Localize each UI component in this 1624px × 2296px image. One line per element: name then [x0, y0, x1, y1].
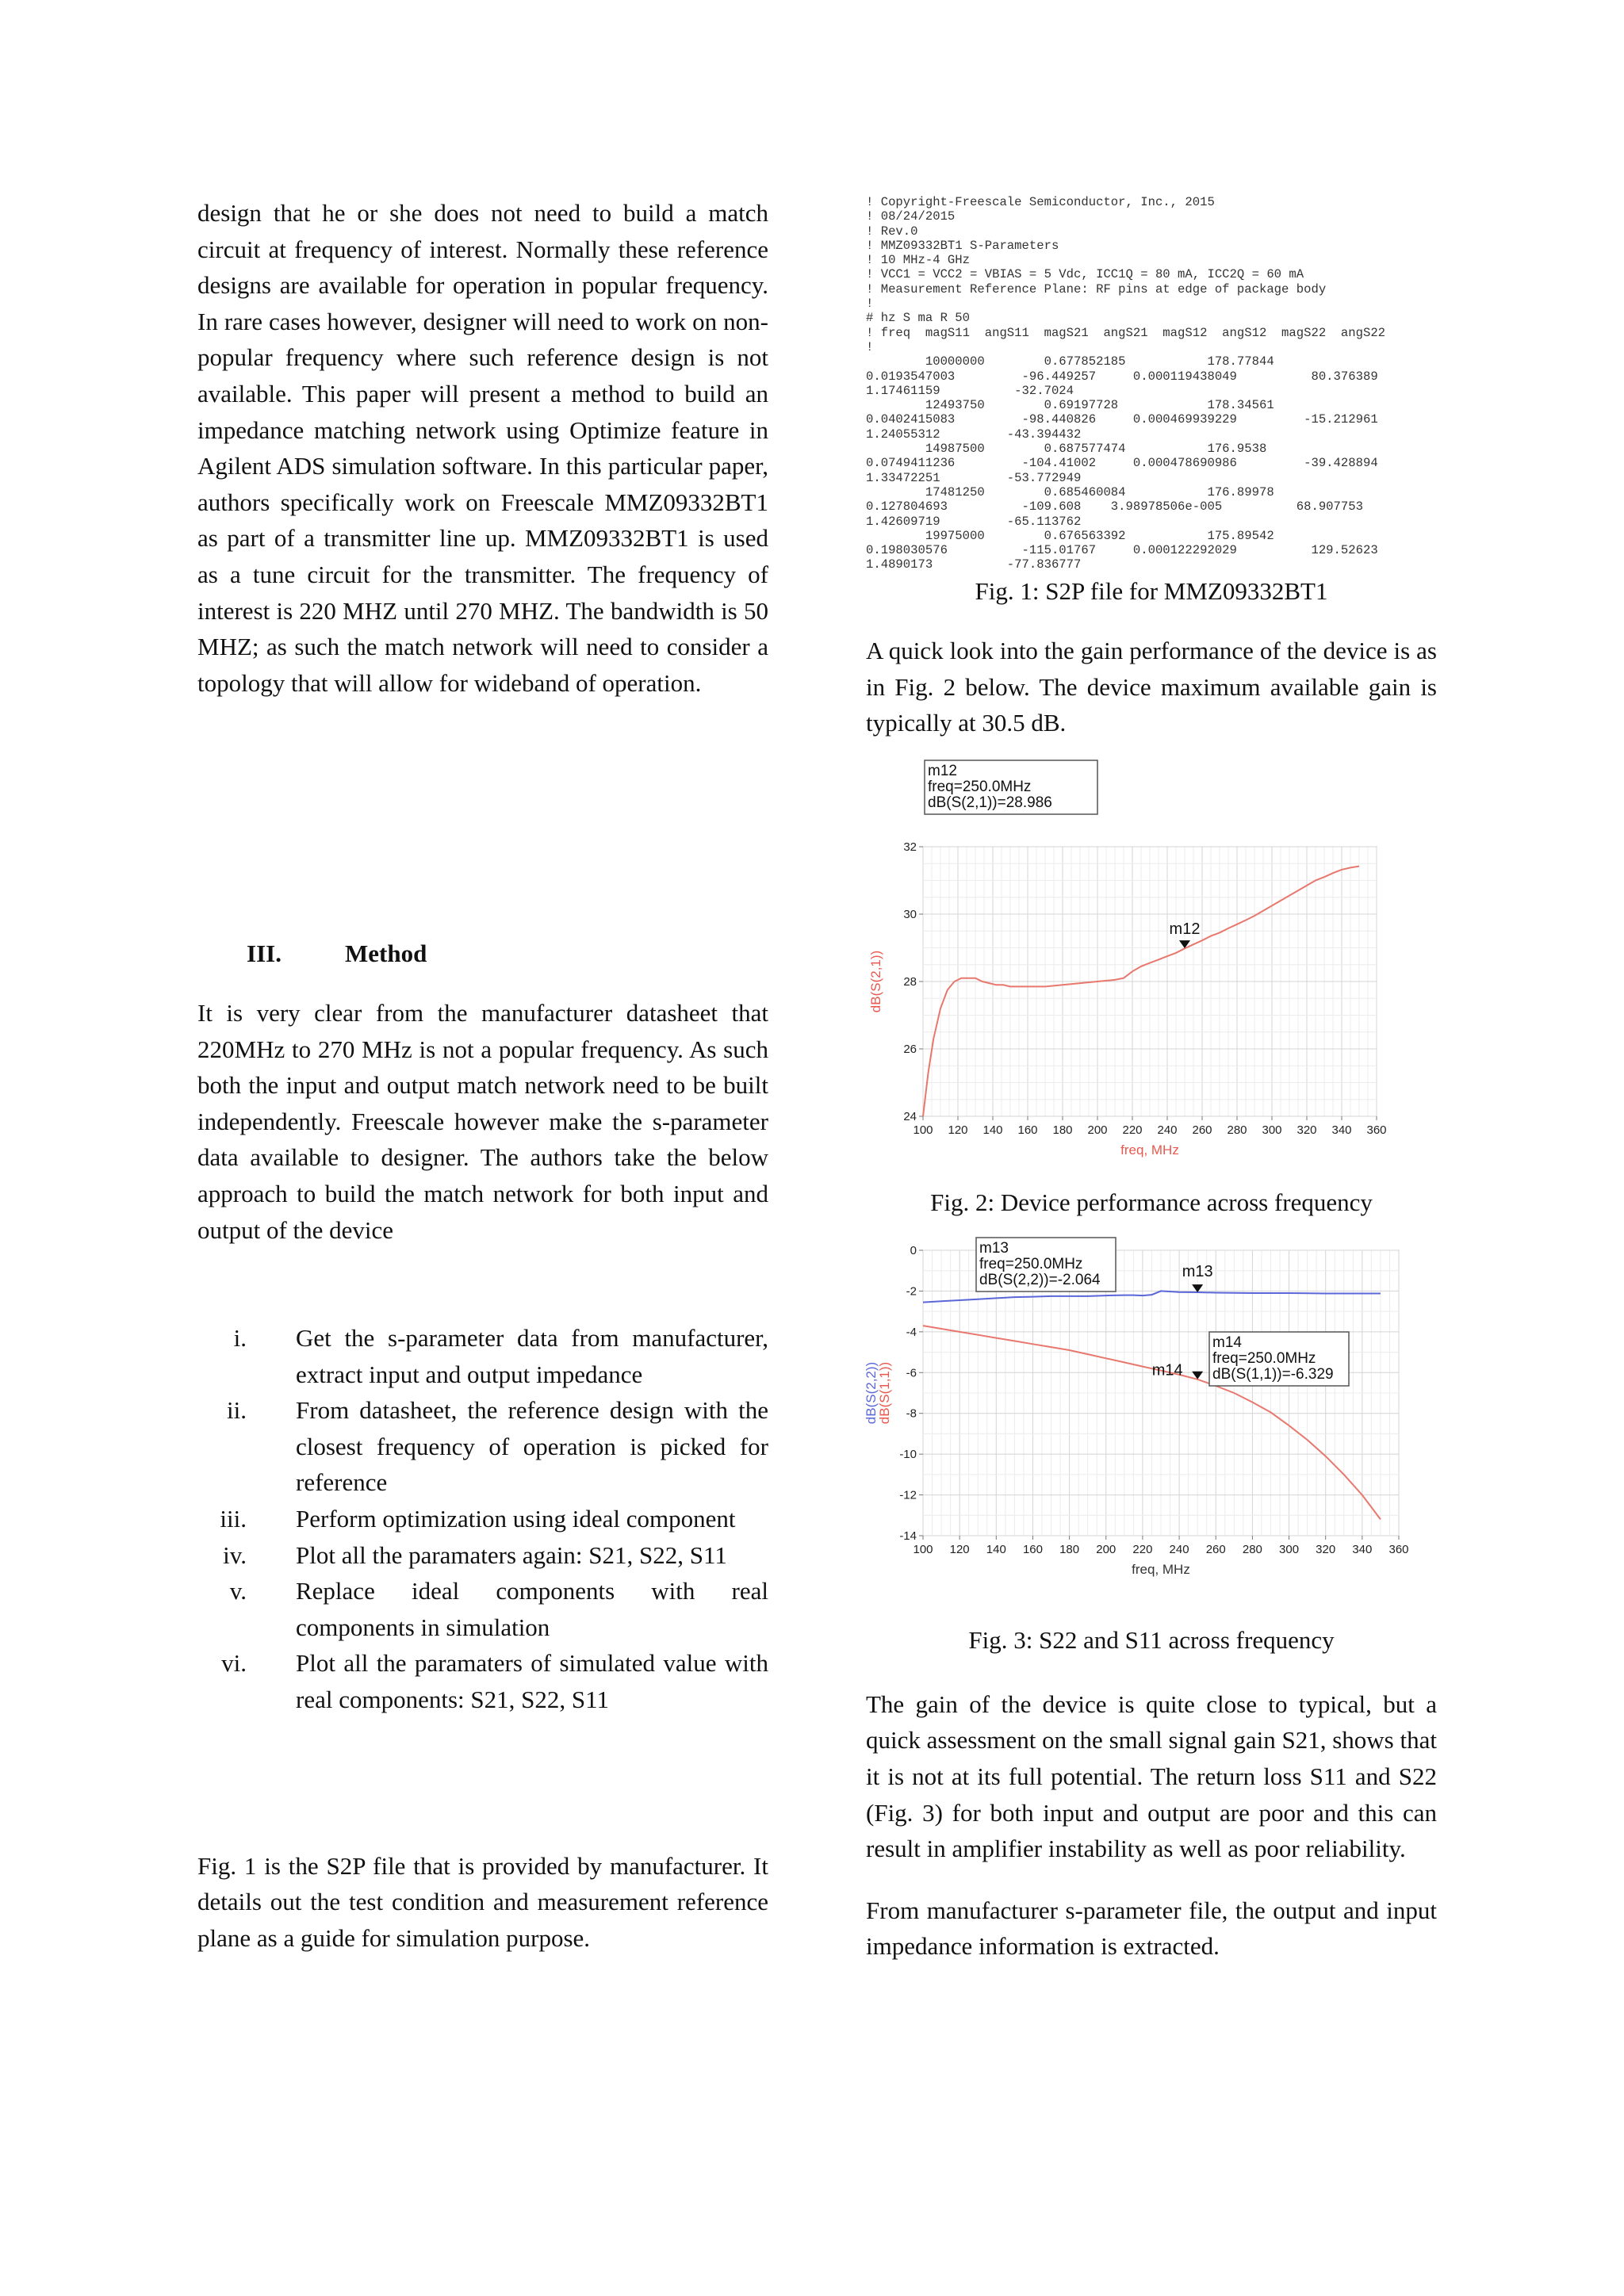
list-item: [197, 1501, 768, 1537]
list-item: [197, 1320, 768, 1392]
step-text: Plot all the paramaters of simulated value with real components: S21, S22, S11: [296, 1649, 768, 1713]
s2p-file-listing: ! Copyright-Freescale Semiconductor, Inc., 2015 ! 08/24/2015 ! Rev.0 ! MMZ09332BT1 S-Parameters ! 10 MHz-4 GHz ! VCC1 = VCC2 = VBIAS = 5 Vdc, ICC1Q = 80 mA, ICC2Q = 60 mA ! Measurement Reference Plane: RF pins at edge of package body ! # hz S ma R 50 ! freq magS11 angS11 magS21 angS21 magS12 angS12 magS22 angS22 ! 10000000 0.677852185 178.77844 0.0193547003 -96.449257 0.000119438049 80.376389 1.17461159 -32.7024 12493750 0.69197728 178.34561 0.0402415083 -98.440826 0.000469939229 -15.212961 1.24055312 -43.394432 14987500 0.687577474 176.9538 0.0749411236 -104.41002 0.000478690986 -39.428894 1.33472251 -53.772949 17481250 0.685460084 176.89978 0.127804693 -109.608 3.98978506e-005 68.907753 1.42609719 -65.113762 19975000 0.676563392 175.89542 0.198030576 -115.01767 0.000122292029 129.52623 1.4890173 -77.836777: [866, 195, 1386, 572]
x-tick-label: 140: [986, 1542, 1006, 1556]
y-tick-label: -10: [899, 1447, 917, 1461]
y-axis-label: dB(S(2,1)): [868, 950, 883, 1012]
x-tick-label: 140: [982, 1123, 1003, 1137]
x-tick-label: 300: [1262, 1123, 1282, 1137]
method-steps-list: [197, 1320, 768, 1718]
marker-label: m14: [1151, 1361, 1183, 1380]
y-tick-label: -6: [906, 1366, 917, 1380]
step-text: Replace ideal components with real components in simulation: [296, 1577, 768, 1641]
x-tick-label: 160: [1017, 1123, 1038, 1137]
x-tick-label: 180: [1059, 1542, 1080, 1556]
y-axis-label: dB(S(1,1)): [877, 1361, 892, 1424]
y-tick-label: 0: [910, 1243, 917, 1257]
marker-readout-line: freq=250.0MHz: [979, 1255, 1083, 1272]
paragraph-impedance: From manufacturer s-parameter file, the output and input impedance information is extracted.: [866, 1896, 1437, 1961]
fig2-gain-chart: [866, 756, 1437, 1187]
step-number: ii.: [227, 1396, 247, 1425]
fig2-caption: Fig. 2: Device performance across frequency: [930, 1188, 1373, 1216]
y-tick-label: 28: [903, 974, 917, 989]
x-tick-label: 120: [948, 1123, 968, 1137]
x-tick-label: 320: [1316, 1542, 1336, 1556]
fig3-caption: Fig. 3: S22 and S11 across frequency: [968, 1625, 1335, 1654]
x-tick-label: 240: [1169, 1542, 1189, 1556]
y-tick-label: 32: [903, 840, 917, 854]
list-item: [197, 1645, 768, 1717]
step-text: Get the s-parameter data from manufacturer, extract input and output impedance: [296, 1324, 768, 1388]
fig1-caption: Fig. 1: S2P file for MMZ09332BT1: [975, 577, 1328, 605]
marker-readout-line: freq=250.0MHz: [1212, 1349, 1316, 1367]
y-tick-label: 26: [903, 1042, 917, 1056]
right-column: [866, 195, 1437, 1965]
list-item: [197, 1537, 768, 1574]
x-tick-label: 340: [1331, 1123, 1352, 1137]
y-tick-label: -4: [906, 1325, 917, 1339]
paragraph-fig1-reference: Fig. 1 is the S2P file that is provided by manufacturer. It details out the test condition and measurement reference plane as a guide for simulation purpose.: [197, 1851, 768, 1952]
y-tick-label: 30: [903, 907, 917, 921]
list-item: [197, 1573, 768, 1645]
marker-readout-line: m13: [979, 1239, 1009, 1257]
marker-label: m12: [1169, 920, 1201, 938]
x-tick-label: 220: [1122, 1123, 1143, 1137]
section-heading-method: [197, 936, 768, 971]
y-axis-label: dB(S(2,2)): [864, 1361, 879, 1424]
step-number: iii.: [220, 1504, 247, 1533]
x-tick-label: 360: [1366, 1123, 1387, 1137]
x-tick-label: 200: [1096, 1542, 1116, 1556]
y-tick-label: 24: [903, 1109, 917, 1123]
x-axis-label: freq, MHz: [1132, 1561, 1190, 1577]
x-tick-label: 320: [1297, 1123, 1317, 1137]
y-tick-label: -14: [899, 1529, 917, 1543]
step-text: From datasheet, the reference design with the closest frequency of operation is picked for reference: [296, 1396, 768, 1497]
x-tick-label: 240: [1157, 1123, 1178, 1137]
x-tick-label: 120: [949, 1542, 970, 1556]
x-tick-label: 260: [1192, 1123, 1212, 1137]
x-tick-label: 220: [1132, 1542, 1153, 1556]
x-axis-label: freq, MHz: [1120, 1142, 1179, 1158]
marker-readout-line: dB(S(1,1))=-6.329: [1212, 1365, 1334, 1383]
marker-readout-line: dB(S(2,1))=28.986: [928, 794, 1052, 811]
marker-label: m13: [1182, 1262, 1213, 1280]
x-tick-label: 340: [1352, 1542, 1373, 1556]
step-number: iv.: [223, 1540, 247, 1569]
paragraph-method: It is very clear from the manufacturer datasheet that 220MHz to 270 MHz is not a popular frequency. As such both the input and output match network need to be built independently. Freescale however make the s-parameter data available to designer. The authors take the below approach to build the match network for both input and output of the device: [197, 999, 768, 1244]
step-number: vi.: [221, 1649, 247, 1678]
y-tick-label: -8: [906, 1406, 917, 1421]
y-tick-label: -2: [906, 1284, 917, 1299]
section-title: Method: [345, 939, 427, 967]
fig3-return-loss-chart: [866, 1226, 1437, 1618]
x-tick-label: 180: [1052, 1123, 1073, 1137]
x-tick-label: 260: [1205, 1542, 1226, 1556]
paragraph-intro-continued: design that he or she does not need to build a match circuit at frequency of interest. Normally these reference designs are available for operation in popular frequency. In rare cases however, designer will need to work on non-popular frequency where such reference design is not available. This paper will present a method to build an impedance matching network using Optimize feature in Agilent ADS simulation software. In this particular paper, authors specifically work on Freescale MMZ09332BT1 as part of a transmitter line up. MMZ09332BT1 is used as a tune circuit for the transmitter. The frequency of interest is 220 MHZ until 270 MHZ. The bandwidth is 50 MHZ; as such the match network will need to consider a topology that will allow for wideband of operation.: [197, 199, 768, 697]
x-tick-label: 300: [1279, 1542, 1300, 1556]
x-tick-label: 200: [1087, 1123, 1108, 1137]
marker-readout-line: dB(S(2,2))=-2.064: [979, 1271, 1101, 1288]
marker-readout-line: m12: [928, 762, 957, 779]
x-tick-label: 100: [913, 1542, 933, 1556]
paragraph-gain: A quick look into the gain performance of the device is as in Fig. 2 below. The device maximum available gain is typically at 30.5 dB.: [866, 637, 1437, 737]
fig2-grid: [923, 847, 1377, 1116]
marker-readout-line: freq=250.0MHz: [928, 778, 1032, 795]
x-tick-label: 280: [1242, 1542, 1262, 1556]
left-column: [197, 195, 768, 1956]
marker-readout-line: m14: [1212, 1334, 1242, 1351]
list-item: [197, 1392, 768, 1501]
step-text: Plot all the paramaters again: S21, S22, S11: [296, 1540, 727, 1569]
x-tick-label: 160: [1022, 1542, 1043, 1556]
step-number: v.: [229, 1577, 247, 1605]
x-tick-label: 280: [1227, 1123, 1247, 1137]
step-text: Perform optimization using ideal component: [296, 1504, 736, 1533]
paragraph-assessment: The gain of the device is quite close to typical, but a quick assessment on the small signal gain S21, shows that it is not at its full potential. The return loss S11 and S22 (Fig. 3) for both input and output are poor and this can result in amplifier instability as well as poor reliability.: [866, 1689, 1437, 1863]
step-number: i.: [233, 1324, 247, 1352]
x-tick-label: 100: [913, 1123, 933, 1137]
y-tick-label: -12: [899, 1488, 917, 1502]
x-tick-label: 360: [1388, 1542, 1409, 1556]
section-number: III.: [247, 939, 282, 967]
